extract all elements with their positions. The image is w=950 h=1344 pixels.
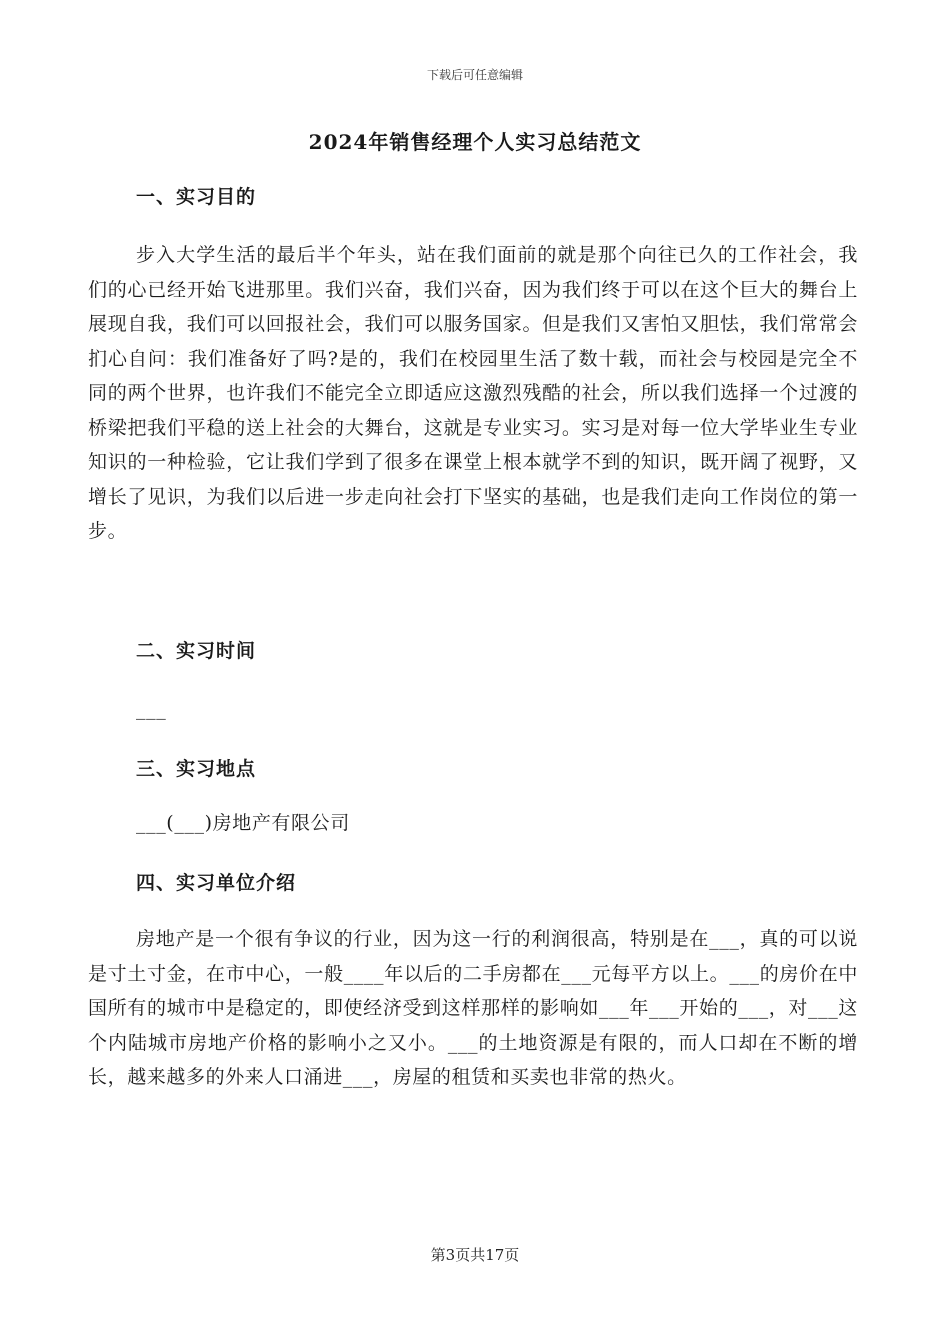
section-heading-location: 三、实习地点 (136, 758, 257, 780)
document-title: 2024年销售经理个人实习总结范文 (308, 130, 642, 154)
section-body-company-intro: 房地产是一个很有争议的行业，因为这一行的利润很高，特别是在___，真的可以说是寸土寸金，在市中心，一般____年以后的二手房都在___元每平方以上。___的房价在中国所有的城市中是稳定的，即使经济受到这样那样的影响如___年___开始的___，对___这个内陆城市房地产价格的影响小之又小。___的土地资源是有限的，而人口却在不断的增长，越来越多的外来人口涌进___，房屋的租赁和买卖也非常的热火。 (88, 928, 858, 1088)
section-body-location: ___(___)房地产有限公司 (136, 812, 350, 834)
section-body-time: ___ (136, 698, 167, 720)
section-heading-company-intro: 四、实习单位介绍 (136, 872, 297, 894)
section-heading-purpose: 一、实习目的 (136, 186, 257, 208)
page-number-footer: 第3页共17页 (430, 1246, 520, 1264)
section-heading-time: 二、实习时间 (136, 640, 257, 662)
section-body-purpose: 步入大学生活的最后半个年头，站在我们面前的就是那个向往已久的工作社会，我们的心已经开始飞进那里。我们兴奋，我们兴奋，因为我们终于可以在这个巨大的舞台上展现自我，我们可以回报社会，我们可以服务国家。但是我们又害怕又胆怯，我们常常会扪心自问：我们准备好了吗?是的，我们在校园里生活了数十载，而社会与校园是完全不同的两个世界，也许我们不能完全立即适应这激烈残酷的社会，所以我们选择一个过渡的桥梁把我们平稳的送上社会的大舞台，这就是专业实习。实习是对每一位大学毕业生专业知识的一种检验，它让我们学到了很多在课堂上根本就学不到的知识，既开阔了视野，又增长了见识，为我们以后进一步走向社会打下坚实的基础，也是我们走向工作岗位的第一步。 (88, 244, 858, 542)
header-note: 下载后可任意编辑 (426, 68, 523, 82)
